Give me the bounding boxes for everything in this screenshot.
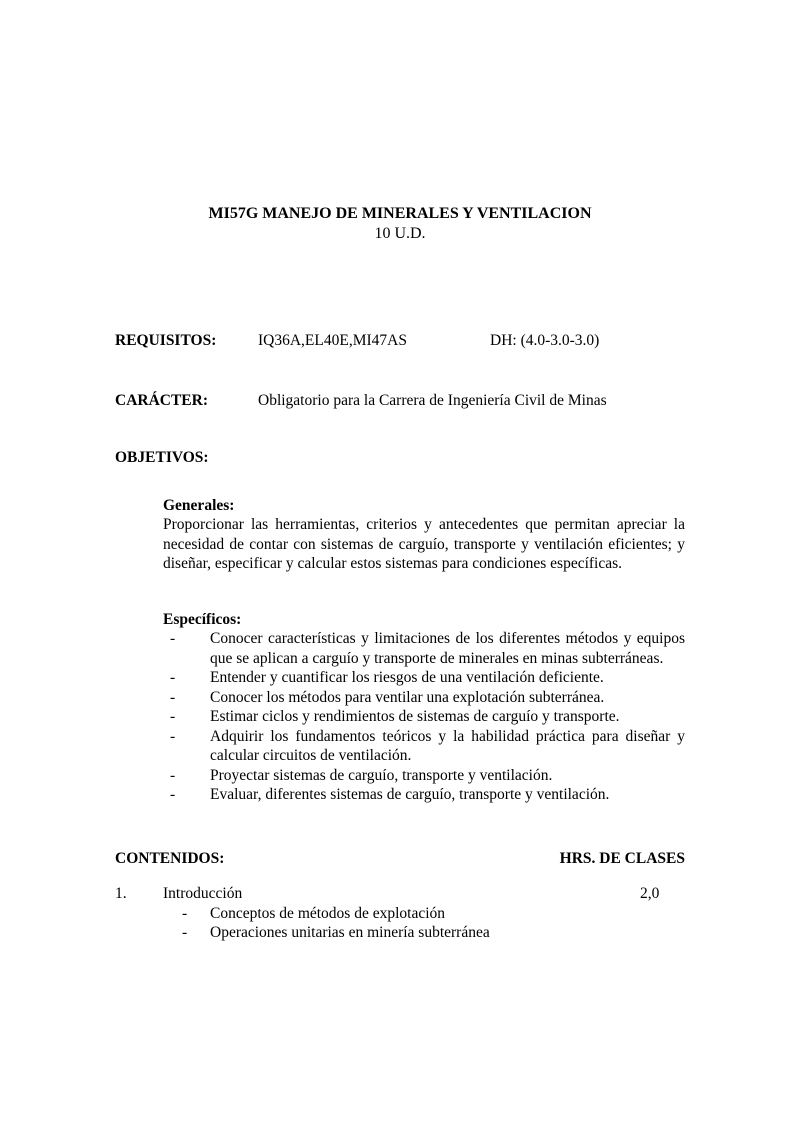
item-hours: 2,0: [640, 885, 660, 902]
item-title: Introducción: [163, 885, 243, 902]
subitem-text: Operaciones unitarias en minería subterránea: [210, 924, 490, 941]
dash-bullet: -: [170, 688, 176, 706]
contenidos-heading: CONTENIDOS:: [115, 849, 225, 867]
contenidos-subitem: [163, 923, 685, 943]
dash-bullet: -: [170, 727, 176, 745]
generales-heading: Generales:: [163, 496, 235, 514]
list-item: [163, 668, 685, 688]
subitem-text: Conceptos de métodos de explotación: [210, 904, 446, 922]
especificos-section: [163, 610, 685, 805]
dh-value: DH: (4.0-3.0-3.0): [490, 332, 600, 349]
caracter-value: Obligatorio para la Carrera de Ingeniería Civil de Minas: [258, 391, 607, 409]
list-item: [163, 629, 685, 668]
dash-bullet: -: [182, 924, 188, 941]
caracter-row: [115, 391, 685, 411]
contenidos-subitem: [163, 904, 685, 924]
requisitos-value: IQ36A,EL40E,MI47AS: [258, 332, 407, 349]
list-item-text: Evaluar, diferentes sistemas de carguío, transporte y ventilación.: [210, 786, 610, 803]
dash-bullet: -: [170, 630, 176, 647]
list-item: [163, 688, 685, 708]
requisitos-row: [115, 331, 685, 351]
dash-bullet: -: [170, 786, 176, 803]
contenidos-header-row: [115, 849, 685, 869]
list-item: [163, 766, 685, 786]
list-item: [163, 707, 685, 727]
list-item-text: Adquirir los fundamentos teóricos y la habilidad práctica para diseñar y calcular circuitos de ventilación.: [210, 727, 685, 764]
requisitos-label: REQUISITOS:: [115, 332, 217, 349]
document-content: [115, 0, 685, 943]
list-item-text: Estimar ciclos y rendimientos de sistemas de carguío y transporte.: [210, 708, 620, 725]
dash-bullet: -: [170, 766, 176, 784]
contenidos-item-row: [115, 884, 685, 904]
list-item-text: Proyectar sistemas de carguío, transporte y ventilación.: [210, 766, 553, 784]
course-title: MI57G MANEJO DE MINERALES Y VENTILACION: [208, 205, 592, 222]
hrs-de-clases-heading: HRS. DE CLASES: [559, 849, 685, 867]
especificos-heading: Específicos:: [163, 610, 242, 628]
caracter-label: CARÁCTER:: [115, 391, 208, 409]
course-credits: 10 U.D.: [374, 224, 426, 242]
list-item-text: Conocer características y limitaciones de los diferentes métodos y equipos que se aplican a carguío y transporte de minerales en minas subterráneas.: [210, 630, 685, 667]
especificos-list: [163, 629, 685, 805]
list-item: [163, 785, 685, 805]
generales-paragraph: Proporcionar las herramientas, criterios y antecedentes que permitan apreciar la necesidad de contar con sistemas de carguío, transporte y ventilación eficientes; y diseñar, especificar y calcular estos sistemas para condiciones específicas.: [163, 516, 685, 572]
list-item-text: Entender y cuantificar los riesgos de una ventilación deficiente.: [210, 669, 604, 686]
title-block: [115, 204, 685, 243]
dash-bullet: -: [170, 708, 176, 725]
dash-bullet: -: [182, 904, 188, 922]
objetivos-heading: OBJETIVOS:: [115, 449, 209, 466]
list-item: [163, 727, 685, 766]
dash-bullet: -: [170, 669, 176, 686]
item-number: 1.: [115, 885, 127, 902]
list-item-text: Conocer los métodos para ventilar una explotación subterránea.: [210, 688, 605, 706]
generales-section: [163, 496, 685, 574]
